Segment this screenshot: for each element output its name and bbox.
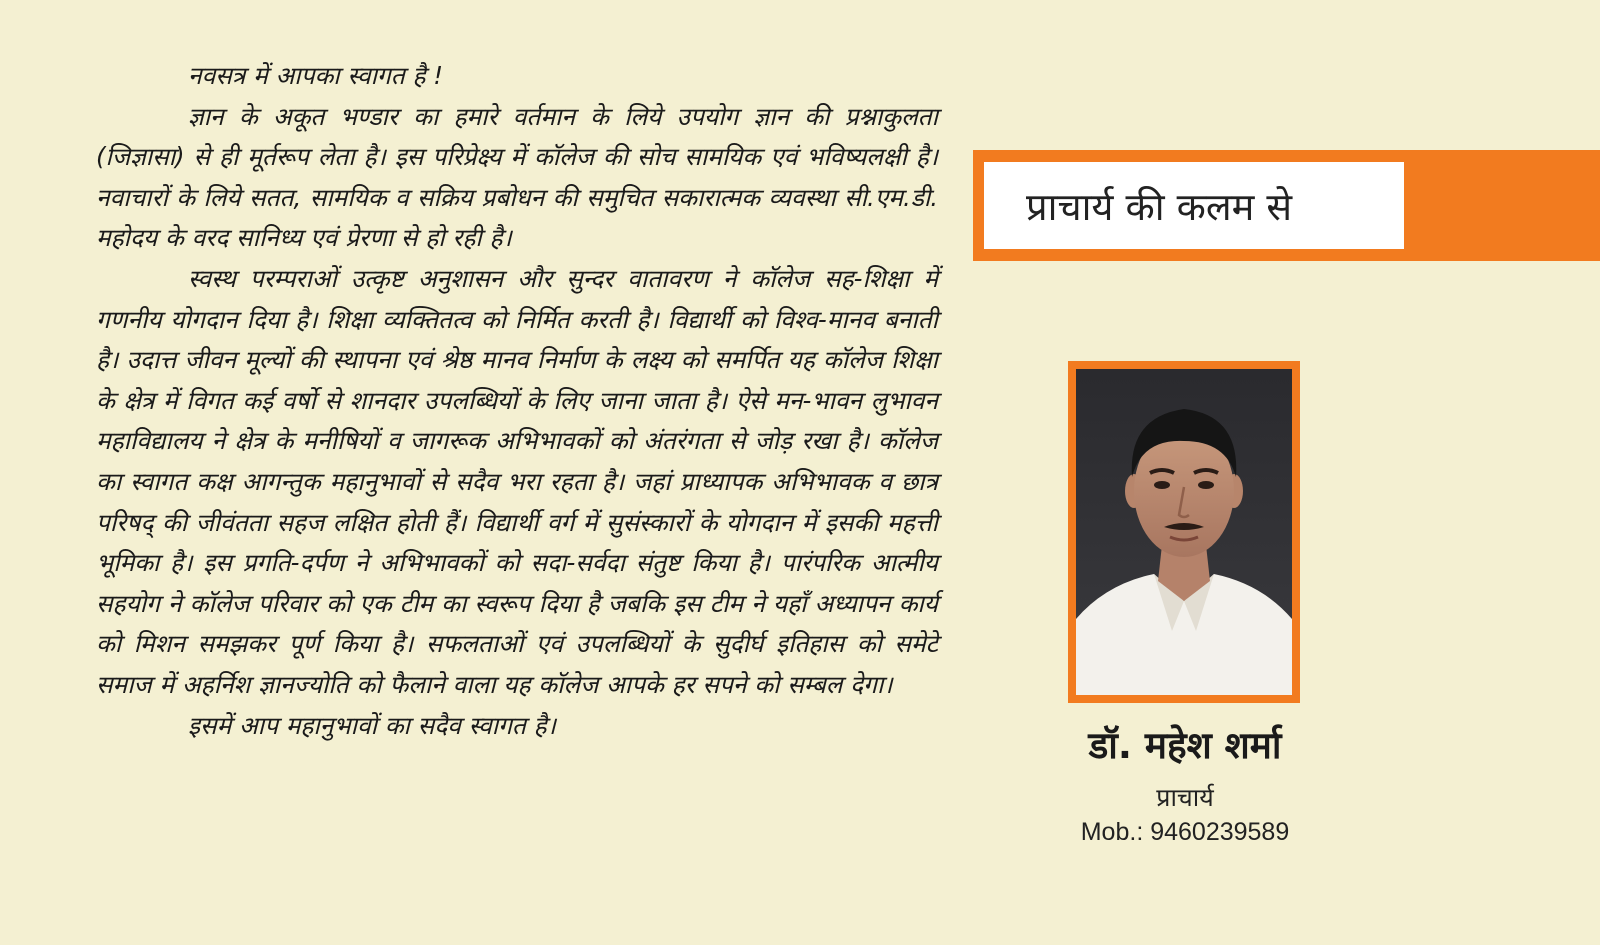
principal-letter <box>96 56 938 746</box>
section-heading <box>984 162 1404 249</box>
principal-portrait-photo <box>1076 369 1292 695</box>
principal-designation: प्राचार्य <box>1156 783 1214 812</box>
section-heading-text: प्राचार्य की कलम से <box>1026 184 1293 229</box>
letter-paragraph-1: ज्ञान के अकूत भण्डार का हमारे वर्तमान के लिये उपयोग ज्ञान की प्रश्नाकुलता (जिज्ञासा) से ही मूर्तरूप लेता है। इस परिप्रेक्ष्य में कॉलेज की सोच सामयिक एवं भविष्यलक्षी है। नवाचारों के लिये सतत, सामयिक व सक्रिय प्रबोधन की समुचित सकारात्मक व्यवस्था सी.एम.डी. महोदय के वरद सानिध्य एवं प्रेरणा से हो रही है। <box>96 101 938 253</box>
closing-paragraph: इसमें आप महानुभावों का सदैव स्वागत है। <box>188 710 556 740</box>
principal-mobile-number: Mob.: 9460239589 <box>1080 818 1290 846</box>
greeting-paragraph: नवसत्र में आपका स्वागत है ! <box>188 61 444 90</box>
principal-photo-frame <box>1068 361 1300 703</box>
principal-name: डॉ. महेश शर्मा <box>1088 724 1282 767</box>
letter-paragraph-2: स्वस्थ परम्पराओं उत्कृष्ट अनुशासन और सुन्दर वातावरण ने कॉलेज सह-शिक्षा में गणनीय योगदान दिया है। शिक्षा व्यक्तितत्व को निर्मित करती है। विद्यार्थी को विश्व-मानव बनाती है। उदात्त जीवन मूल्यों की स्थापना एवं श्रेष्ठ मानव निर्माण के लक्ष्य को समर्पित यह कॉलेज शिक्षा के क्षेत्र में विगत कई वर्षो से शानदार उपलब्धियों के लिए जाना जाता है। ऐसे मन-भावन लुभावन महाविद्यालय ने क्षेत्र के मनीषियों व जागरूक अभिभावकों को अंतरंगता से जोड़ रखा है। कॉलेज का स्वागत कक्ष आगन्तुक महानुभावों से सदैव भरा रहता है। जहां प्राध्यापक अभिभावक व छात्र परिषद् की जीवंतता सहज लक्षित होती हैं। विद्यार्थी वर्ग में सुसंस्कारों के योगदान में इसकी महत्ती भूमिका है। इस प्रगति-दर्पण ने अभिभावकों को सदा-सर्वदा संतुष्ट किया है। पारंपरिक आत्मीय सहयोग ने कॉलेज परिवार को एक टीम का स्वरूप दिया है जबकि इस टीम ने यहाँ अध्यापन कार्य को मिशन समझकर पूर्ण किया है। सफलताओं एवं उपलब्धियों के सुदीर्घ इतिहास को समेटे समाज में अहर्निश ज्ञानज्योति को फैलाने वाला यह कॉलेज आपके हर सपने को सम्बल देगा। <box>96 263 938 699</box>
